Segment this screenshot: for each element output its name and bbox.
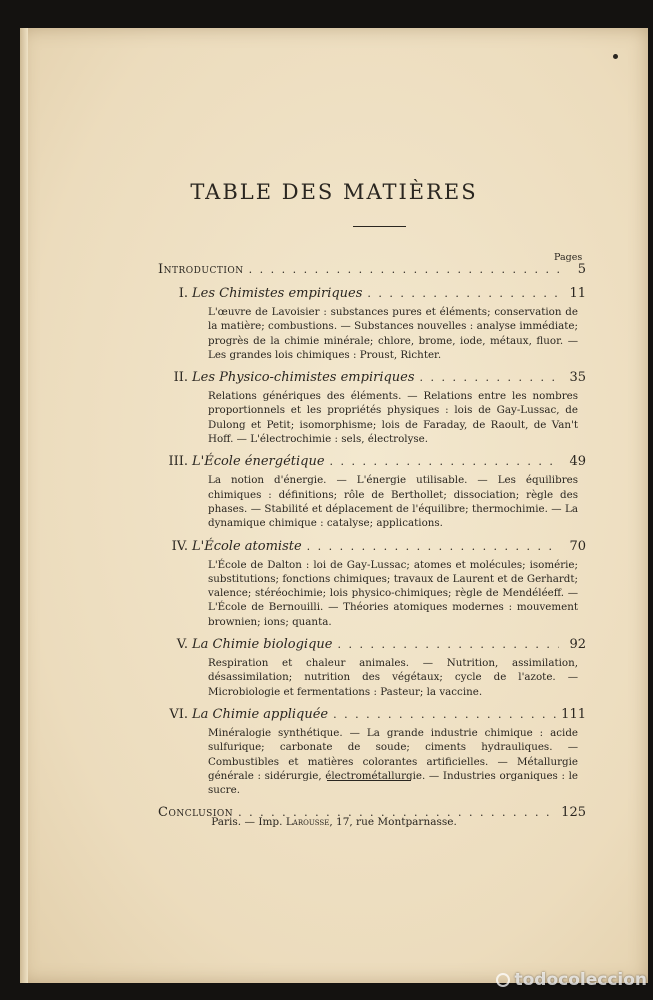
printer-imprint: [20, 816, 648, 828]
chapter-summary: Minéralogie synthétique. — La grande industrie chimique : acide sulfurique; carbonate de soude; ciments hydrauliques. — Combustibles et matières colorantes artificielles. — Métallurgie générale : sidérurgie, électrométallurgie. — Industries organiques : le sucre.: [208, 726, 578, 797]
chapter-numeral: I.: [178, 286, 188, 301]
toc-entry-chapter-2: [158, 368, 586, 446]
entry-page: 70: [569, 538, 586, 554]
chapter-summary: Relations génériques des éléments. — Relations entre les nombres proportionnels et les propriétés physiques : lois de Gay-Lussac, de Dulong et Petit; isomorphisme; lois de Faraday, de Raoult, de Van't Hoff. — L'électrochimie : sels, électrolyse.: [208, 390, 578, 446]
chapter-summary: Respiration et chaleur animales. — Nutrition, assimilation, désassimilation; nutrition des végétaux; cycle de l'azote. — Microbiologie et fermentations : Pasteur; la vaccine.: [208, 657, 578, 698]
entry-title: La Chimie appliquée: [192, 706, 329, 722]
toc-entry-introduction: [158, 260, 586, 280]
toc-entry-chapter-4: [158, 537, 586, 629]
entry-title: L'École énergétique: [192, 454, 325, 470]
imprint-printer-name: Larousse: [285, 816, 330, 828]
chapter-numeral: V.: [176, 637, 188, 653]
closing-rule: [327, 780, 411, 781]
book-page: [20, 28, 648, 983]
chapter-numeral: IV.: [171, 538, 188, 554]
dot-leader: [367, 284, 559, 304]
dot-leader: [330, 452, 559, 472]
entry-page: 35: [569, 370, 586, 386]
watermark-text: todocoleccion: [514, 970, 647, 990]
imprint-prefix: Paris. — Imp.: [211, 816, 283, 828]
chapter-numeral: III.: [168, 454, 188, 470]
page-title: TABLE DES MATIÈRES: [190, 180, 478, 204]
toc-entry-chapter-3: [158, 452, 586, 530]
chapter-numeral: II.: [173, 370, 188, 386]
entry-title: Conclusion: [158, 805, 234, 821]
chapter-summary: La notion d'énergie. — L'énergie utilisable. — Les équilibres chimiques : définitions; rôle de Berthollet; dissociation; règle des phases. — Stabilité et déplacement de l'équilibre; thermochimie. — La dynamique chimique : catalyse; applications.: [208, 474, 578, 530]
entry-page: 11: [569, 286, 586, 301]
title-rule: [353, 226, 406, 227]
toc-entry-chapter-6: [158, 705, 586, 797]
dot-leader: [420, 368, 559, 388]
site-watermark: [496, 970, 647, 990]
entry-page: 5: [577, 262, 586, 277]
entry-page: 49: [569, 454, 586, 470]
entry-page: 125: [561, 805, 586, 821]
entry-page: 111: [561, 706, 586, 722]
dot-leader: [333, 705, 556, 725]
entry-title: Introduction: [158, 262, 244, 277]
entry-page: 92: [569, 637, 586, 653]
chapter-numeral: VI.: [169, 706, 188, 722]
imprint-suffix: , 17, rue Montparnasse.: [329, 816, 457, 828]
chapter-summary: L'œuvre de Lavoisier : substances pures et éléments; conservation de la matière; combustions. — Substances nouvelles : analyse immédiate; progrès de la chimie minérale; chlore, brome, iode, métaux, fluor. — Les grandes lois chimiques : Proust, Richter.: [208, 306, 578, 361]
toc-entry-chapter-5: [158, 635, 586, 699]
dot-leader: [337, 635, 559, 655]
dot-leader: [249, 260, 559, 280]
entry-title: Les Physico-chimistes empiriques: [192, 370, 415, 386]
pages-column-label: Pages: [554, 252, 583, 263]
dot-leader: [307, 537, 559, 557]
page-edge: [20, 28, 28, 983]
entry-title: Les Chimistes empiriques: [192, 286, 363, 301]
toc-entry-chapter-1: [158, 284, 586, 362]
watermark-logo-icon: [496, 973, 510, 987]
entry-title: L'École atomiste: [192, 538, 302, 554]
table-of-contents: [158, 260, 586, 829]
ink-speck: [613, 54, 618, 59]
entry-title: La Chimie biologique: [192, 637, 333, 653]
chapter-summary: L'École de Dalton : loi de Gay-Lussac; atomes et molécules; isomérie; substitutions; fonctions chimiques; travaux de Laurent et de Gerhardt; valence; stéréochimie; lois physico-chimiques; règle de Mendéléeff. — L'École de Bernouilli. — Théories atomiques modernes : mouvement brownien; ions; quanta.: [208, 558, 578, 628]
